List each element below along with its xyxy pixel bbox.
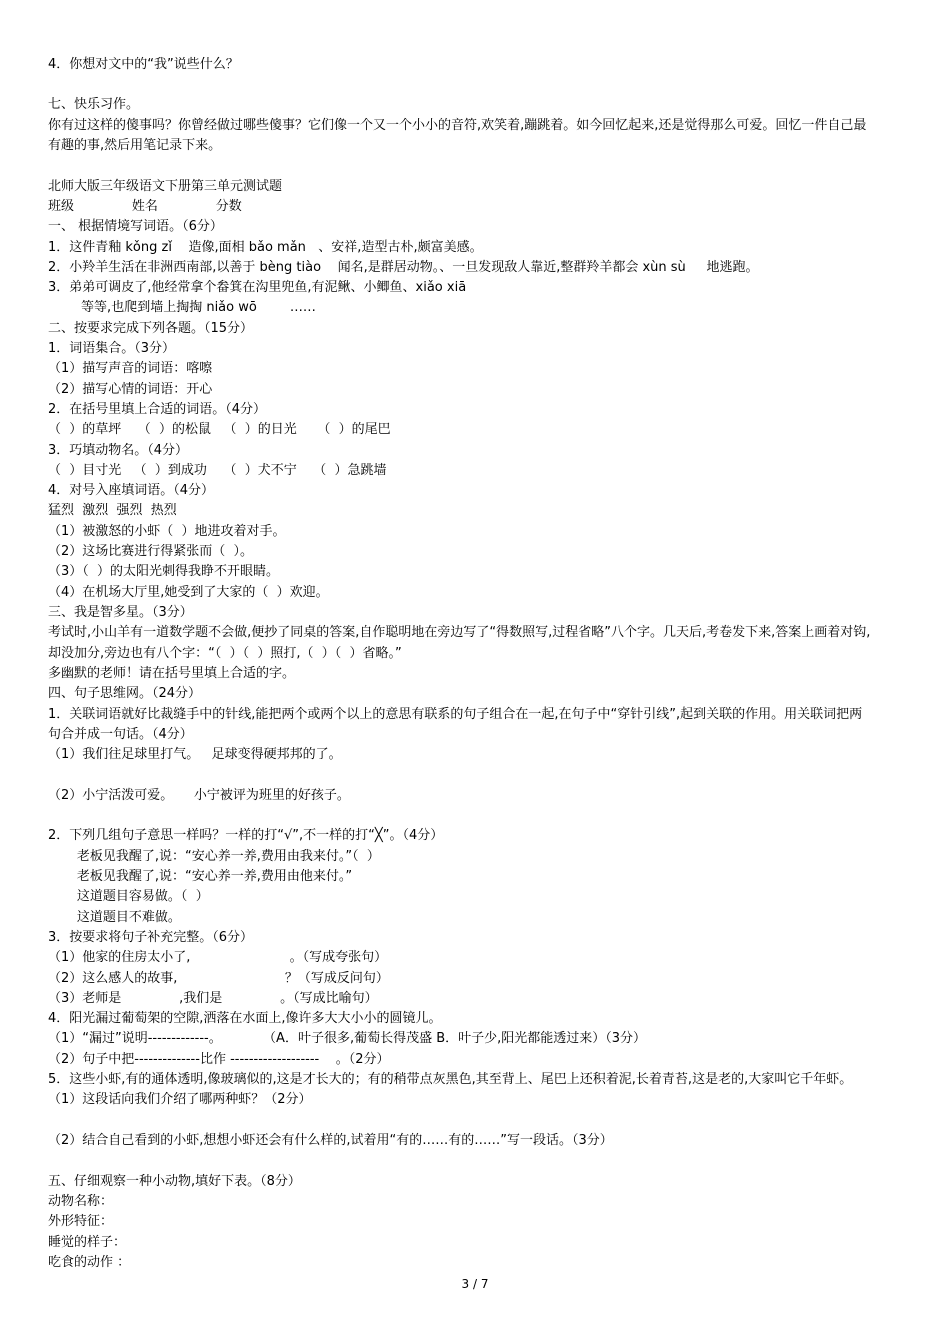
part-4-q3-2: （2）这么感人的故事, ？（写成反问句） <box>48 971 389 986</box>
part-4-q5-2: （2）结合自己看到的小虾,想想小虾还会有什么样的,试着用“有的……有的……”写一段话。（3分） <box>48 1133 613 1148</box>
part-4-q3-3: （3）老师是 ,我们是 。（写成比喻句） <box>48 991 378 1006</box>
part-2-q1-a: （1）描写声音的词语：喀嚓 <box>48 361 213 376</box>
part-2-q4-1: （1）被激怒的小虾（ ）地进攻着对手。 <box>48 524 286 539</box>
question-4-line: 4．你想对文中的“我”说些什么？ <box>48 57 239 72</box>
writing-prompt-line-1: 你有过这样的傻事吗？你曾经做过哪些傻事？它们像一个又一个小小的音符,欢笑着,蹦跳着。如今回忆起来,还是觉得那么可爱。回忆一件自己最 <box>48 118 867 133</box>
part-1-item-3: 3．弟弟可调皮了,他经常拿个畚箕在沟里兜鱼,有泥鳅、小鲫鱼、xiǎo xiā <box>48 280 467 295</box>
part-4-q5: 5．这些小虾,有的通体透明,像玻璃似的,这是才长大的；有的稍带点灰黑色,其至背上、尾巴上还积着泥,长着青苔,这是老的,大家叫它千年虾。 <box>48 1072 853 1087</box>
part-2-q4-2: （2）这场比赛进行得紧张而（ ）。 <box>48 544 254 559</box>
page-number: 3 / 7 <box>461 1277 489 1291</box>
section-7-heading: 七、快乐习作。 <box>48 97 140 112</box>
part-4-q2-s1: 老板见我醒了,说：“安心养一养,费用由我来付。”（ ） <box>48 849 380 864</box>
part-4-q2-s4: 这道题目不难做。 <box>48 910 181 925</box>
part-1-item-1: 1．这件青釉 kǒng zǐ 造像,面相 bǎo mǎn 、安祥,造型古朴,颇富美感。 <box>48 240 483 255</box>
sleeping-field: 睡觉的样子： <box>48 1235 127 1250</box>
part-4-q2-s3: 这道题目容易做。（ ） <box>48 889 209 904</box>
part-2-q3-blanks: （ ）目寸光 （ ）到成功 （ ）犬不宁 （ ）急跳墙 <box>48 463 387 478</box>
part-4-q4-2: （2）句子中把--------------比作 ------------------- 。（2分） <box>48 1052 390 1067</box>
part-5-heading: 五、仔细观察一种小动物,填好下表。（8分） <box>48 1174 301 1189</box>
part-2-q4-4: （4）在机场大厅里,她受到了大家的（ ）欢迎。 <box>48 585 329 600</box>
part-2-q4-words: 猛烈 激烈 强烈 热烈 <box>48 503 177 518</box>
part-3-story-line-2: 却没加分,旁边也有八个字：“（ ）（ ）照打,（ ）（ ）省略。” <box>48 646 402 661</box>
writing-prompt-line-2: 有趣的事,然后用笔记录下来。 <box>48 138 222 153</box>
part-2-q4-3: （3）（ ）的太阳光刺得我睁不开眼睛。 <box>48 564 280 579</box>
part-1-heading: 一、 根据情境写词语。（6分） <box>48 219 223 234</box>
part-4-q2: 2．下列几组句子意思一样吗？一样的打“√”,不一样的打“╳”。（4分） <box>48 828 444 843</box>
part-1-item-2: 2．小羚羊生活在非洲西南部,以善于 bèng tiào 闻名,是群居动物。、一旦发现敌人靠近,整群羚羊都会 xùn sù 地逃跑。 <box>48 260 759 275</box>
part-1-item-3-cont: 等等,也爬到墙上掏掏 niǎo wō …… <box>48 300 316 315</box>
part-3-story-line-1: 考试时,小山羊有一道数学题不会做,便抄了同桌的答案,自作聪明地在旁边写了“得数照写,过程省略”八个字。几天后,考卷发下来,答案上画着对钩, <box>48 625 871 640</box>
appearance-field: 外形特征： <box>48 1214 114 1229</box>
student-info-line: 班级 姓名 分数 <box>48 199 242 214</box>
eating-field: 吃食的动作 ： <box>48 1255 131 1270</box>
part-4-q4: 4．阳光漏过葡萄架的空隙,洒落在水面上,像许多大大小小的圆镜儿。 <box>48 1011 442 1026</box>
test-title: 北师大版三年级语文下册第三单元测试题 <box>48 179 283 194</box>
animal-name-field: 动物名称： <box>48 1194 114 1209</box>
part-2-q2: 2．在括号里填上合适的词语。（4分） <box>48 402 267 417</box>
part-4-q3: 3．按要求将句子补充完整。（6分） <box>48 930 254 945</box>
part-4-q3-1: （1）他家的住房太小了, 。（写成夸张句） <box>48 950 388 965</box>
part-4-q1-line-1: 1．关联词语就好比裁缝手中的针线,能把两个或两个以上的意思有联系的句子组合在一起,在句子中“穿针引线”,起到关联的作用。用关联词把两 <box>48 707 863 722</box>
part-4-q1-1: （1）我们往足球里打气。 足球变得硬邦邦的了。 <box>48 747 342 762</box>
part-4-q4-1: （1）“漏过”说明-------------。 （A．叶子很多,葡萄长得茂盛 B．叶子少,阳光都能透过来）（3分） <box>48 1031 647 1046</box>
part-4-q2-s2: 老板见我醒了,说：“安心养一养,费用由他来付。” <box>48 869 353 884</box>
part-2-q4: 4．对号入座填词语。（4分） <box>48 483 215 498</box>
part-4-q5-1: （1）这段话向我们介绍了哪两种虾？（2分） <box>48 1092 312 1107</box>
part-2-heading: 二、按要求完成下列各题。（15分） <box>48 321 254 336</box>
part-2-q2-blanks: （ ）的草坪 （ ）的松鼠 （ ）的日光 （ ）的尾巴 <box>48 422 391 437</box>
part-4-heading: 四、句子思维网。（24分） <box>48 686 202 701</box>
part-2-q1: 1．词语集合。（3分） <box>48 341 176 356</box>
part-4-q1-2: （2）小宁活泼可爱。 小宁被评为班里的好孩子。 <box>48 788 350 803</box>
part-3-heading: 三、我是智多星。（3分） <box>48 605 193 620</box>
part-2-q3: 3．巧填动物名。（4分） <box>48 443 189 458</box>
part-2-q1-b: （2）描写心情的词语：开心 <box>48 382 213 397</box>
part-4-q1-line-2: 句合并成一句话。（4分） <box>48 727 193 742</box>
part-3-instruction: 多幽默的老师！请在括号里填上合适的字。 <box>48 666 296 681</box>
